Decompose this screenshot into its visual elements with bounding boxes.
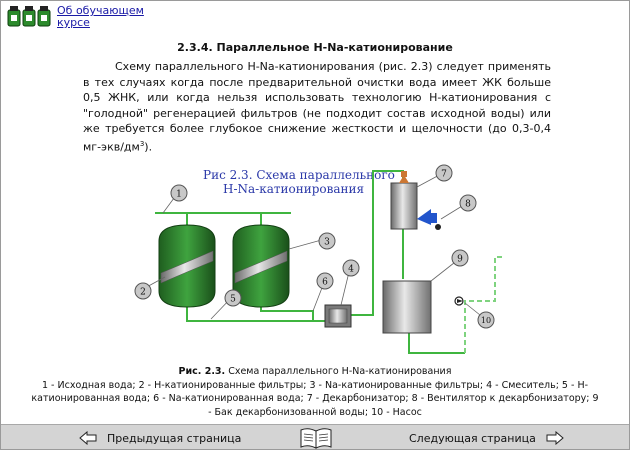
scheme-diagram: [113, 161, 513, 363]
callout-9: [452, 250, 468, 266]
callout-4: [343, 260, 359, 276]
callout-4-label: 4: [348, 264, 354, 275]
about-course-link[interactable]: Об обучающем курсе: [57, 4, 144, 29]
callout-8-label: 8: [465, 199, 471, 210]
callout-7: [436, 165, 452, 181]
prev-page-button[interactable]: [79, 428, 241, 448]
callout-3: [319, 233, 335, 249]
callout-7-label: 7: [441, 169, 447, 180]
h-cation-filter: [159, 225, 215, 307]
callout-5-label: 5: [230, 294, 236, 305]
paragraph-end: ).: [144, 140, 153, 154]
callout-2-label: 2: [140, 287, 146, 298]
mixer: [325, 305, 351, 327]
figure-caption: [31, 365, 599, 419]
next-page-label: Следующая страница: [409, 431, 536, 445]
page-title: 2.3.4. Параллельное H-Na-катионирование: [177, 41, 453, 54]
figure-title-line1: Рис 2.3. Схема параллельного: [203, 168, 395, 182]
caption-legend: 1 - Исходная вода; 2 - H-катионированные фильтры; 3 - Na-катионированные фильтры; 4 - Смеситель; 5 - H-катионированная вода; 6 - Na-катионированная вода; 7 - Декарбонизатор; 8 - Вентилятор к декарбонизатору; 9 - Бак декарбонизованной воды; 10 - Насос: [31, 379, 599, 418]
dashed-pipes: [465, 257, 503, 353]
figure-title-line2: H-Na-катионирования: [223, 182, 365, 196]
paragraph-superscript: 3: [139, 139, 145, 148]
callout-5: [225, 290, 241, 306]
arrow-right-icon: [546, 431, 564, 445]
open-book-icon[interactable]: [299, 426, 333, 450]
na-cation-filter: [233, 225, 289, 307]
footer-nav: [1, 424, 629, 450]
next-page-button[interactable]: [409, 428, 564, 448]
caption-label: Рис. 2.3.: [178, 366, 226, 377]
course-logo-icon[interactable]: [7, 5, 51, 27]
callout-3-label: 3: [324, 237, 330, 248]
callout-9-label: 9: [457, 254, 463, 265]
paragraph-text: Схему параллельного H-Na-катионирования (рис. 2.3) следует применять в тех случаях когда после предварительной очистки вода имеет ЖК больше 0,5 ЖНК, или когда нельзя использовать технологию H-катионирования с "голодной" регенерацией фильтров (не подходит состав исходной воды) или же требуется более глубокое снижение жесткости и щелочности (до 0,3-0,4 мг-экв/дм: [83, 60, 551, 154]
callout-10: [478, 312, 494, 328]
callout-2: [135, 283, 151, 299]
prev-page-label: Предыдущая страница: [107, 431, 242, 445]
callout-8: [460, 195, 476, 211]
callout-6: [317, 273, 333, 289]
arrow-left-icon: [79, 431, 97, 445]
decarbonized-water-tank: [383, 281, 431, 333]
callout-1-label: 1: [176, 189, 182, 200]
callout-6-label: 6: [322, 277, 328, 288]
intro-paragraph: [83, 59, 551, 155]
pump: [455, 297, 463, 305]
caption-title: Схема параллельного H-Na-катионирования: [228, 366, 452, 377]
callout-1: [171, 185, 187, 201]
callout-10-label: 10: [480, 316, 492, 325]
fan: [417, 209, 441, 230]
